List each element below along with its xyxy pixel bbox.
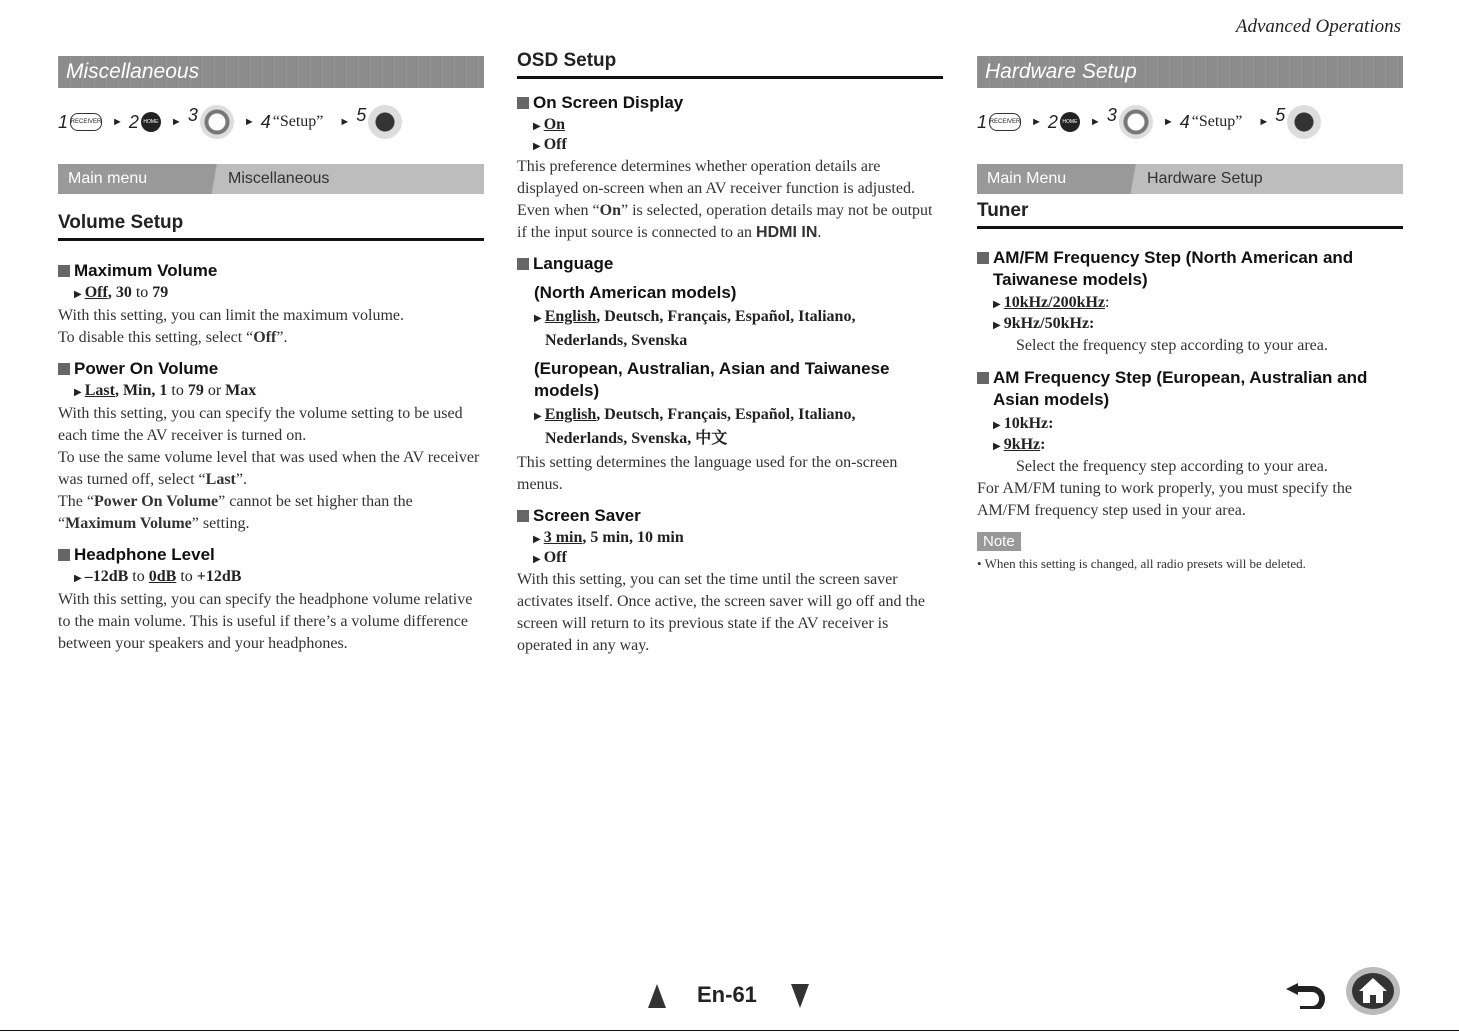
arrow-icon: ►	[1031, 116, 1042, 128]
arrow-icon: ►	[339, 116, 351, 128]
step-number: 1	[58, 111, 69, 132]
power-on-options: ▶ Last, Min, 1 to 79 or Max	[74, 382, 257, 399]
language-options: ▶ English, Deutsch, Français, Español, Italiano,	[534, 406, 856, 423]
language-heading: Language	[517, 254, 943, 274]
menu-path-bar	[58, 164, 484, 194]
square-bullet-icon	[517, 510, 529, 522]
language-options: Nederlands, Svenska, 中文	[545, 430, 728, 447]
max-volume-text: With this setting, you can limit the maximum volume.	[58, 307, 404, 324]
triangle-icon: ▶	[533, 534, 541, 545]
language-options: Nederlands, Svenska	[545, 332, 688, 349]
square-bullet-icon	[517, 258, 529, 270]
on-screen-option-off: ▶ Off	[533, 136, 567, 153]
square-bullet-icon	[977, 252, 989, 264]
triangle-icon: ▶	[993, 441, 1001, 452]
menu-path-sub: Hardware Setup	[1117, 164, 1403, 194]
screen-saver-heading: Screen Saver	[517, 506, 943, 526]
arrow-icon: ►	[243, 116, 255, 128]
triangle-icon: ▶	[534, 313, 542, 324]
title-rule	[517, 76, 943, 79]
menu-path-main: Main Menu	[977, 164, 1137, 194]
language-text: This setting determines the language used for the on-screen menus.	[517, 454, 898, 493]
back-icon[interactable]	[1284, 975, 1328, 1009]
language-subheading: (North American models)	[534, 283, 737, 302]
menu-path-sub: Miscellaneous	[198, 164, 484, 194]
triangle-icon: ▶	[533, 141, 541, 152]
home-button-icon: HOME	[1060, 112, 1080, 132]
arrow-icon: ►	[1258, 116, 1270, 128]
square-bullet-icon	[58, 363, 70, 375]
arrow-icon: ►	[170, 116, 182, 128]
menu-path-bar	[977, 164, 1403, 194]
on-screen-text: Even when “On” is selected, operation details may not be output if the input source is connected to an HDMI IN.	[517, 202, 933, 241]
home-button-icon: HOME	[141, 112, 161, 132]
language-options: ▶ English, Deutsch, Français, Español, Italiano,	[534, 308, 856, 325]
am-option: ▶ 9kHz:	[993, 436, 1046, 453]
am-step-heading: AM Frequency Step (European, Australian and	[977, 367, 1403, 389]
cursor-dial-icon	[200, 105, 234, 139]
power-on-text: To use the same volume level that was used when the AV receiver was turned off, select “Last”.	[58, 449, 480, 488]
step-number: 2	[128, 111, 139, 132]
screen-saver-options: ▶ 3 min, 5 min, 10 min	[533, 529, 684, 546]
running-header: Advanced Operations	[1235, 16, 1401, 37]
note-label: Note	[977, 532, 1021, 551]
square-bullet-icon	[58, 549, 70, 561]
step-number: 5	[1275, 105, 1286, 125]
arrow-icon: ►	[1089, 116, 1101, 128]
triangle-icon: ▶	[993, 320, 1001, 331]
amfm-step-heading: AM/FM Frequency Step (North American and	[977, 247, 1403, 269]
setup-label: “Setup”	[1191, 113, 1243, 130]
cursor-dial-icon	[1119, 105, 1153, 139]
headphone-text: With this setting, you can specify the headphone volume relative to the main volume. This is useful if there’s a volume difference between your speakers and your headphones.	[58, 591, 473, 652]
navigation-steps	[58, 92, 484, 152]
step-number: 5	[356, 105, 367, 125]
miscellaneous-banner: Miscellaneous	[58, 56, 484, 88]
triangle-icon: ▶	[74, 387, 82, 398]
square-bullet-icon	[58, 265, 70, 277]
triangle-icon: ▶	[533, 554, 541, 565]
max-volume-text: To disable this setting, select “Off”.	[58, 329, 288, 346]
triangle-icon: ▶	[74, 573, 82, 584]
miscellaneous-column	[58, 56, 484, 655]
volume-setup-title: Volume Setup	[58, 212, 184, 233]
on-screen-text: This preference determines whether operation details are displayed on-screen when an AV receiver function is adjusted.	[517, 158, 915, 197]
arrow-icon: ►	[112, 116, 123, 128]
enter-button-icon	[368, 105, 402, 139]
max-volume-heading: Maximum Volume	[58, 261, 484, 281]
on-screen-display-heading: On Screen Display	[517, 93, 943, 113]
next-page-icon[interactable]	[791, 984, 809, 1008]
triangle-icon: ▶	[533, 121, 541, 132]
triangle-icon: ▶	[74, 289, 82, 300]
setup-label: “Setup”	[272, 113, 324, 130]
note-text: • When this setting is changed, all radio presets will be deleted.	[977, 556, 1306, 571]
square-bullet-icon	[977, 372, 989, 384]
navigation-steps	[977, 92, 1403, 152]
on-screen-option-on: ▶ On	[533, 116, 566, 133]
amfm-option: ▶ 9kHz/50kHz:	[993, 315, 1095, 332]
tuner-title: Tuner	[977, 200, 1029, 221]
home-icon[interactable]	[1345, 966, 1401, 1016]
screen-saver-option-off: ▶ Off	[533, 549, 567, 566]
power-on-volume-heading: Power On Volume	[58, 359, 484, 379]
power-on-text: With this setting, you can specify the volume setting to be used each time the AV receiver is turned on.	[58, 405, 463, 444]
title-rule	[977, 226, 1403, 229]
screen-saver-text: With this setting, you can set the time until the screen saver activates itself. Once active, the screen saver will go off and the screen will return to its previous state if the AV receiver is operated in any way.	[517, 571, 925, 654]
headphone-options: ▶ –12dB to 0dB to +12dB	[74, 568, 242, 585]
step-number: 3	[1106, 105, 1117, 125]
previous-page-icon[interactable]	[648, 984, 666, 1008]
hardware-setup-column	[977, 56, 1403, 575]
osd-setup-title: OSD Setup	[517, 50, 617, 71]
am-text: Select the frequency step according to your area.	[1016, 458, 1328, 475]
arrow-icon: ►	[1162, 116, 1174, 128]
receiver-button-icon: RECEIVER	[989, 113, 1021, 131]
am-text: For AM/FM tuning to work properly, you must specify the AM/FM frequency step used in your area.	[977, 480, 1352, 519]
step-number: 2	[1047, 111, 1058, 132]
triangle-icon: ▶	[993, 299, 1001, 310]
amfm-option: ▶ 10kHz/200kHz:	[993, 294, 1110, 311]
step-number: 4	[260, 111, 271, 132]
step-number: 4	[1179, 111, 1190, 132]
power-on-text: The “Power On Volume” cannot be set higher than the “Maximum Volume” setting.	[58, 493, 413, 532]
step-number: 1	[977, 111, 988, 132]
amfm-text: Select the frequency step according to your area.	[1016, 337, 1328, 354]
am-option: ▶ 10kHz:	[993, 415, 1054, 432]
triangle-icon: ▶	[534, 411, 542, 422]
hardware-setup-banner: Hardware Setup	[977, 56, 1403, 88]
receiver-button-icon: RECEIVER	[70, 113, 102, 131]
page-number: En-61	[697, 982, 757, 1007]
max-volume-options: ▶ Off, 30 to 79	[74, 284, 169, 301]
enter-button-icon	[1287, 105, 1321, 139]
am-step-heading: Asian models)	[993, 390, 1110, 409]
triangle-icon: ▶	[993, 420, 1001, 431]
title-rule	[58, 238, 484, 241]
language-subheading: (European, Australian, Asian and Taiwanese models)	[534, 359, 890, 400]
osd-setup-column	[517, 50, 943, 657]
square-bullet-icon	[517, 97, 529, 109]
footer-rule	[0, 1030, 1459, 1031]
menu-path-main: Main menu	[58, 164, 218, 194]
amfm-step-heading: Taiwanese models)	[993, 270, 1148, 289]
step-number: 3	[187, 105, 198, 125]
headphone-level-heading: Headphone Level	[58, 545, 484, 565]
